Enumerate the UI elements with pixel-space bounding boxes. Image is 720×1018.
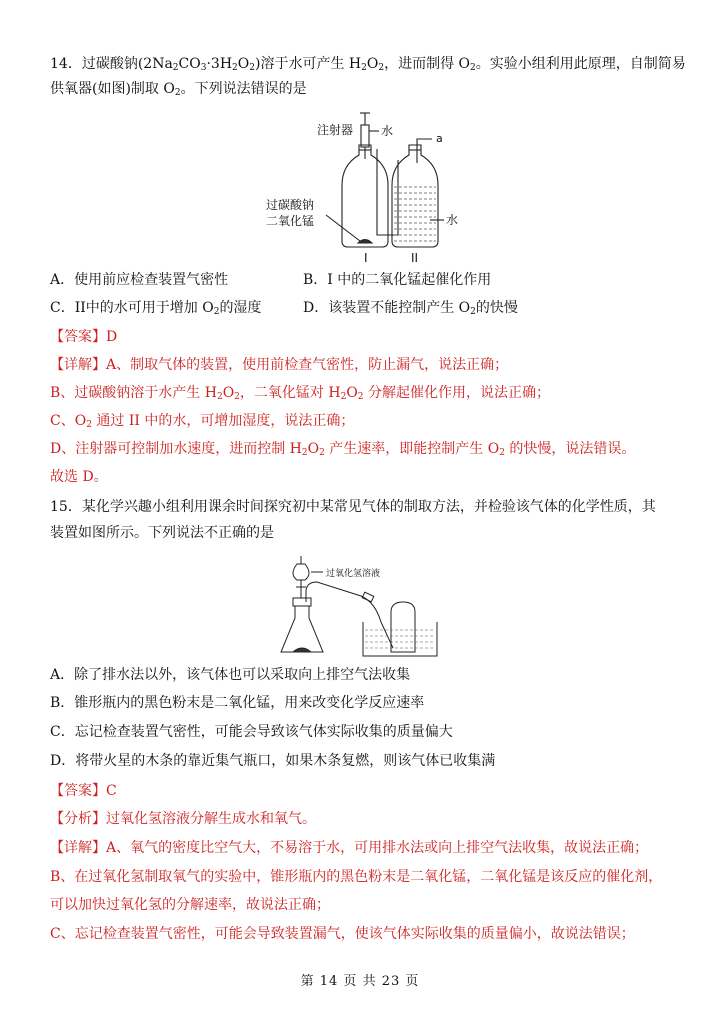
funnel-label: 过氧化氢溶液 <box>326 569 381 579</box>
q14-option-c: C．II中的水可用于增加 $O_2$的湿度 <box>50 300 262 317</box>
q15-detail-c: C、忘记检查装置气密性，可能会导致装置漏气，使该气体实际收集的质量偏小，故说法错误； <box>50 926 635 942</box>
q14-option-a: A．使用前应检查装置气密性 <box>50 272 229 288</box>
q15-option-b: B．锥形瓶内的黑色粉末是二氧化锰，用来改变化学反应速率 <box>50 695 425 711</box>
delivery-tube <box>306 582 393 648</box>
water-trough <box>363 622 437 656</box>
trough-water-lines <box>365 630 435 648</box>
q14-detail-d: D、注射器可控制加水速度，进而控制 $H_2O_2$ 产生速率，即能控制产生 $O_2$ 的快慢，说法错误。 <box>50 441 636 458</box>
conical-flask <box>281 606 323 652</box>
flask-powder <box>293 648 311 652</box>
bottle-1 <box>342 145 388 247</box>
collecting-bottle <box>391 602 415 652</box>
water-level-lines <box>394 187 436 241</box>
q15-option-d: D．将带火星的木条的靠近集气瓶口，如果木条复燃，则该气体已收集满 <box>50 753 496 769</box>
reagent-label-2: 二氧化锰 <box>266 214 315 228</box>
q14-apparatus-figure <box>262 105 482 267</box>
q15-detail-b-2: 可以加快过氧化氢的分解速率，故说法正确； <box>50 897 330 913</box>
water-label-right: 水 <box>446 213 459 227</box>
outlet-label-a: a <box>436 132 443 145</box>
q15-option-c: C．忘记检查装置气密性，可能会导致该气体实际收集的质量偏大 <box>50 724 453 740</box>
q14-detail-c: C、$O_2$ 通过 II 中的水，可增加湿度，说法正确； <box>50 413 355 430</box>
q14-detail-a: 【详解】A、制取气体的装置，使用前检查气密性，防止漏气，说法正确； <box>50 357 509 373</box>
q15-option-a: A．除了排水法以外，该气体也可以采取向上排空气法收集 <box>50 667 411 683</box>
bottle-1-label: I <box>364 251 368 265</box>
syringe-label: 注射器 <box>317 123 354 137</box>
q15-answer: 【答案】C <box>50 783 117 799</box>
q15-apparatus-figure <box>275 552 445 662</box>
rubber-stopper <box>293 598 311 606</box>
q14-detail-b: B、过碳酸钠溶于水产生 $H_2O_2$，二氧化锰对 $H_2O_2$ 分解起催化作用，说法正确； <box>50 385 550 402</box>
bottle-2-label: II <box>411 251 419 265</box>
q15-detail-b-1: B、在过氧化氢制取氧气的实验中，锥形瓶内的黑色粉末是二氧化锰，二氧化锰是该反应的催化剂， <box>50 869 663 885</box>
q14-option-d: D．该装置不能控制产生 $O_2$的快慢 <box>303 300 518 317</box>
bottle-2 <box>392 145 438 247</box>
syringe-barrel <box>361 125 369 147</box>
q15-detail-a: 【详解】A、氧气的密度比空气大，不易溶于水，可用排水法或向上排空气法收集，故说法正确； <box>50 840 649 856</box>
q14-stem-line-1: 14．过碳酸钠$(2Na_2CO_3\cdot 3H_2O_2)$溶于水可产生 $H_2O_2$，进而制得 $O_2$。实验小组利用此原理，自制简易 <box>50 56 686 73</box>
q15-stem-line-2: 装置如图所示。下列说法不正确的是 <box>50 525 274 541</box>
q14-conclusion: 故选 D。 <box>50 469 108 485</box>
q14-answer: 【答案】D <box>50 329 118 345</box>
outlet-tube <box>417 139 432 163</box>
q15-analysis: 【分析】过氧化氢溶液分解生成水和氧气。 <box>50 811 316 827</box>
q14-stem-line-2: 供氧器(如图)制取 $O_2$。下列说法错误的是 <box>50 81 307 98</box>
q14-option-b: B．I 中的二氧化锰起催化作用 <box>303 272 492 288</box>
q15-stem-line-1: 15．某化学兴趣小组利用课余时间探究初中某常见气体的制取方法，并检验该气体的化学性质，其 <box>50 499 656 515</box>
water-label-top: 水 <box>381 124 394 138</box>
separatory-funnel <box>293 564 309 580</box>
reagent-label-1: 过碳酸钠 <box>266 198 315 212</box>
page-footer: 第 14 页 共 23 页 <box>300 974 420 989</box>
reagent-powder <box>358 240 372 244</box>
